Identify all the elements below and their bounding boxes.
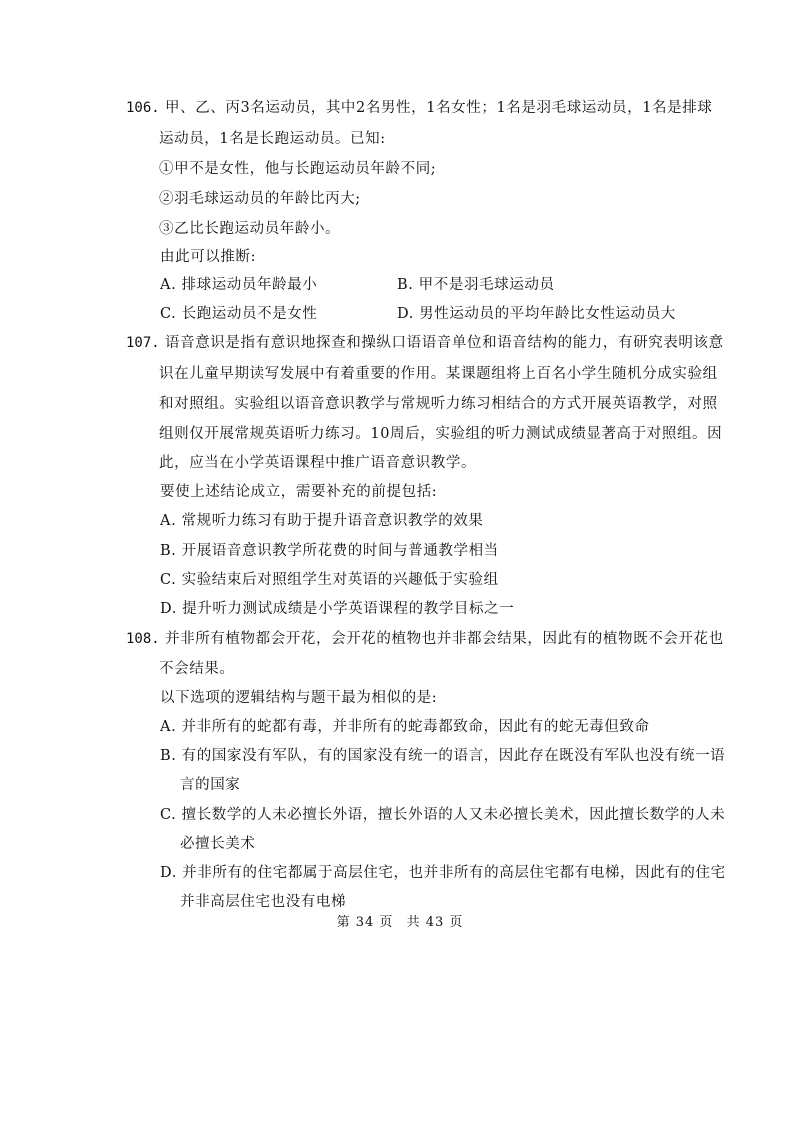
question-stem-line: 此，应当在小学英语课程中推广语音意识教学。	[159, 455, 477, 471]
option-c: C. 擅长数学的人未必擅长外语，擅长外语的人又未必擅长美术，因此擅长数学的人未	[160, 807, 726, 823]
question-stem-line: 不会结果。	[159, 661, 235, 677]
question-stem-line: 组则仅开展常规英语听力练习。10周后，实验组的听力测试成绩显著高于对照组。因	[159, 426, 723, 442]
question-stem-line: 甲、乙、丙3名运动员，其中2名男性，1名女性；1名是羽毛球运动员，1名是排球	[165, 100, 713, 116]
option-b: B. 甲不是羽毛球运动员	[397, 277, 555, 293]
option-a: A. 常规听力练习有助于提升语音意识教学的效果	[160, 513, 484, 529]
question-ask: 要使上述结论成立，需要补充的前提包括:	[160, 484, 438, 500]
question-number: 106.	[126, 100, 160, 116]
page-total: 共 43 页	[406, 915, 464, 930]
question-ask: 由此可以推断:	[160, 249, 257, 265]
condition-2: ②羽毛球运动员的年龄比丙大;	[159, 191, 361, 207]
option-d: D. 并非所有的住宅都属于高层住宅，也并非所有的高层住宅都有电梯，因此有的住宅	[160, 865, 726, 881]
condition-1: ①甲不是女性，他与长跑运动员年龄不同;	[159, 161, 437, 177]
question-stem-line: 语音意识是指有意识地探查和操纵口语语音单位和语音结构的能力，有研究表明该意	[165, 335, 724, 351]
option-b-continuation: 言的国家	[180, 777, 241, 793]
question-stem-line: 识在儿童早期读写发展中有着重要的作用。某课题组将上百名小学生随机分成实验组	[159, 366, 718, 382]
option-b: B. 有的国家没有军队，有的国家没有统一的语言，因此存在既没有军队也没有统一语	[160, 748, 726, 764]
question-number: 107.	[126, 335, 160, 351]
option-a: A. 排球运动员年龄最小	[160, 277, 318, 293]
question-ask: 以下选项的逻辑结构与题干最为相似的是:	[160, 690, 438, 706]
option-a: A. 并非所有的蛇都有毒，并非所有的蛇毒都致命，因此有的蛇无毒但致命	[160, 719, 650, 735]
page-footer	[0, 911, 800, 930]
question-stem-line: 并非所有植物都会开花，会开花的植物也并非都会结果，因此有的植物既不会开花也	[165, 631, 724, 647]
option-c: C. 实验结束后对照组学生对英语的兴趣低于实验组	[160, 572, 499, 588]
question-number: 108.	[126, 631, 160, 647]
question-stem-line: 和对照组。实验组以语音意识教学与常规听力练习相结合的方式开展英语教学，对照	[159, 396, 718, 412]
option-c: C. 长跑运动员不是女性	[160, 306, 318, 322]
option-d: D. 提升听力测试成绩是小学英语课程的教学目标之一	[160, 601, 515, 617]
option-b: B. 开展语音意识教学所花费的时间与普通教学相当	[160, 543, 499, 559]
page-number: 第 34 页	[336, 915, 394, 930]
option-c-continuation: 必擅长美术	[180, 836, 256, 852]
condition-3: ③乙比长跑运动员年龄小。	[159, 221, 341, 237]
option-d-continuation: 并非高层住宅也没有电梯	[180, 894, 347, 910]
option-d: D. 男性运动员的平均年龄比女性运动员大	[397, 306, 676, 322]
question-stem-line: 运动员，1名是长跑运动员。已知:	[159, 131, 386, 147]
